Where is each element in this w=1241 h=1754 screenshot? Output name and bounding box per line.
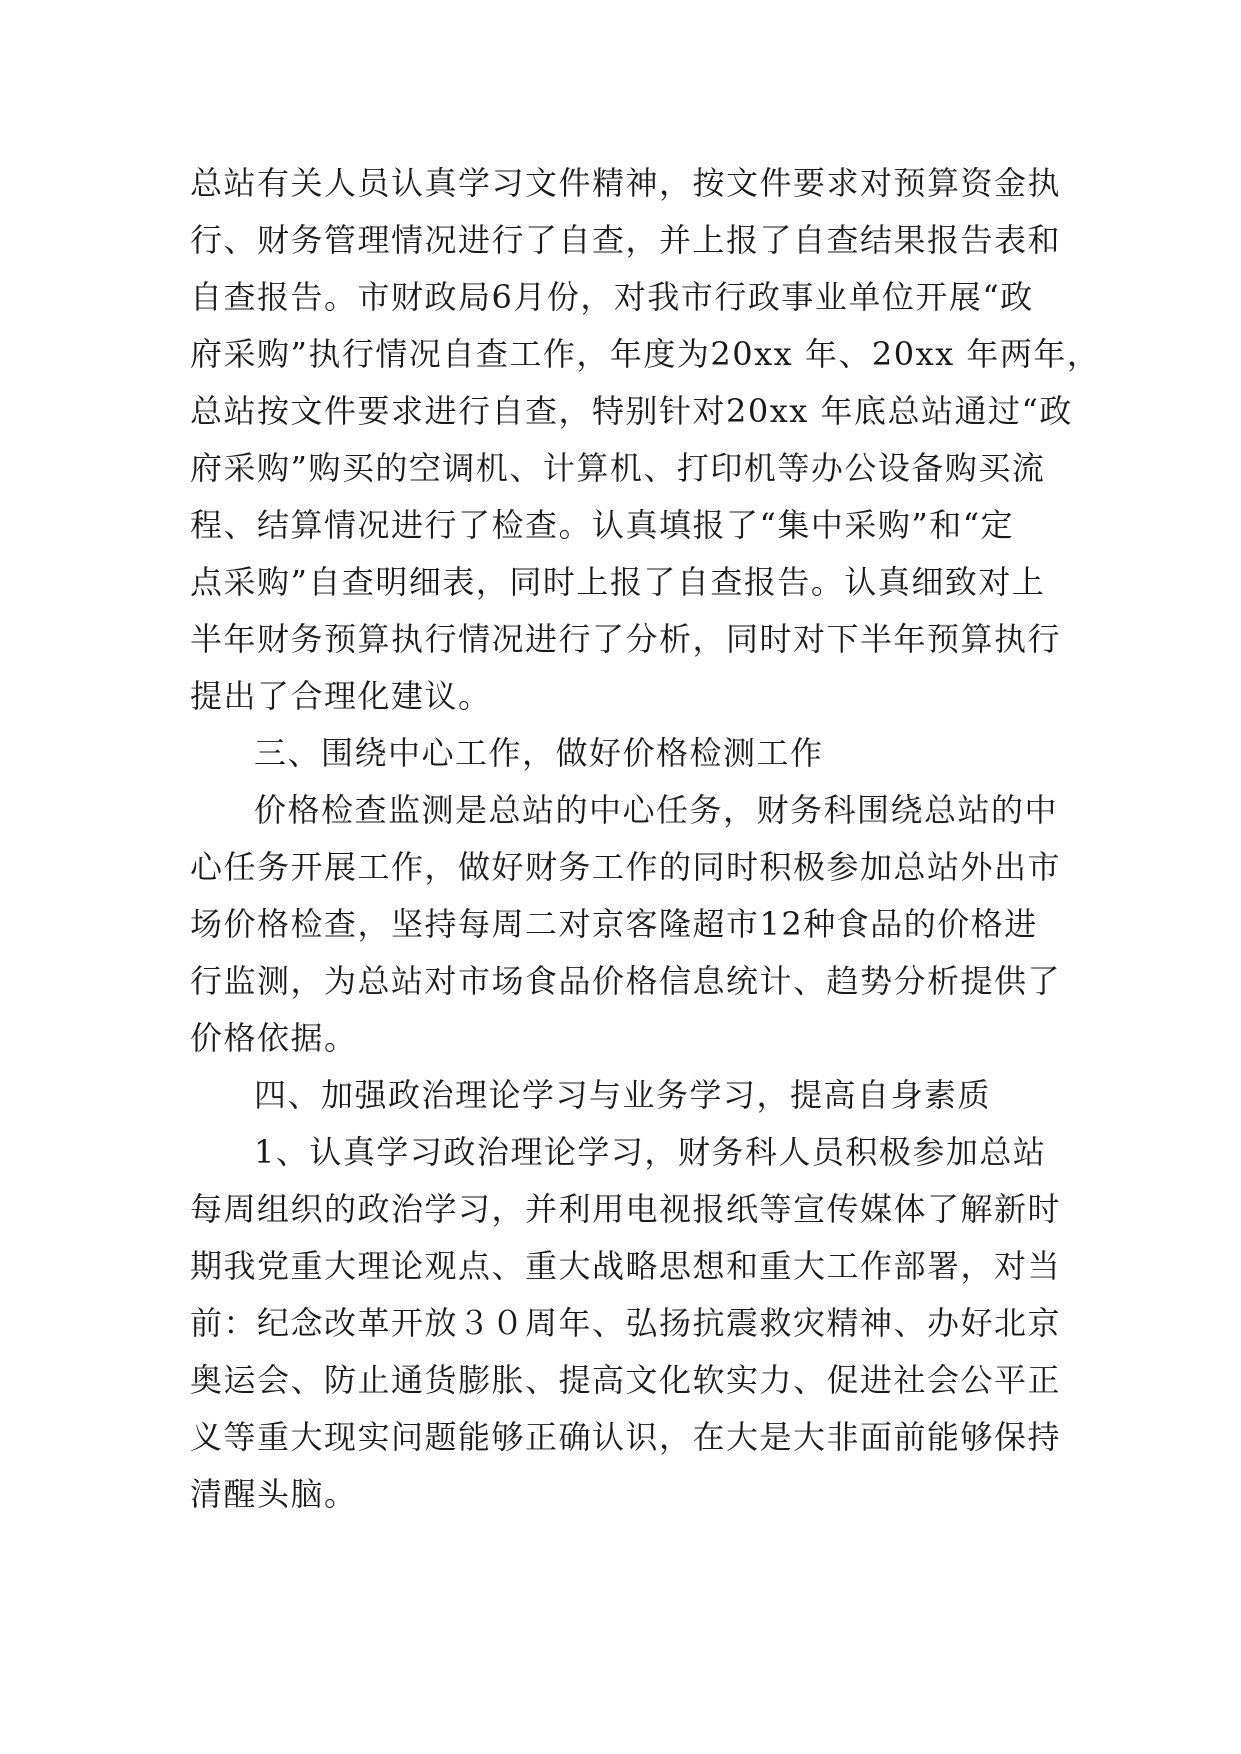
paragraph-line: 清醒头脑。 (190, 1475, 358, 1513)
paragraph-line: 总站按文件要求进行自查，特别针对20xx 年底总站通过“政 (190, 392, 1073, 430)
paragraph-line: 府采购”购买的空调机、计算机、打印机等办公设备购买流 (190, 449, 1046, 487)
paragraph-line: 自查报告。市财政局6月份，对我市行政事业单位开展“政 (190, 278, 1034, 316)
paragraph-line: 提出了合理化建议。 (190, 677, 492, 715)
document-body (190, 155, 1101, 1523)
paragraph-line: 行、财务管理情况进行了自查，并上报了自查结果报告表和 (190, 221, 1062, 259)
paragraph-line: 前：纪念改革开放３０周年、弘扬抗震救灾精神、办好北京 (190, 1304, 1062, 1342)
paragraph-line: 1、认真学习政治理论学习，财务科人员积极参加总站 (254, 1133, 1047, 1171)
paragraph-line: 期我党重大理论观点、重大战略思想和重大工作部署，对当 (190, 1247, 1062, 1285)
paragraph-line: 价格检查监测是总站的中心任务，财务科围绕总站的中 (254, 791, 1059, 829)
paragraph-line: 奥运会、防止通货膨胀、提高文化软实力、促进社会公平正 (190, 1361, 1062, 1399)
paragraph-line: 府采购”执行情况自查工作，年度为20xx 年、20xx 年两年， (190, 335, 1101, 373)
paragraph-line: 点采购”自查明细表，同时上报了自查报告。认真细致对上 (190, 563, 1046, 601)
paragraph-line: 程、结算情况进行了检查。认真填报了“集中采购”和“定 (190, 506, 1015, 544)
section-heading: 四、加强政治理论学习与业务学习，提高自身素质 (254, 1076, 992, 1114)
paragraph-line: 价格依据。 (190, 1019, 358, 1057)
paragraph-line: 义等重大现实问题能够正确认识，在大是大非面前能够保持 (190, 1418, 1062, 1456)
paragraph-line: 半年财务预算执行情况进行了分析，同时对下半年预算执行 (190, 620, 1062, 658)
paragraph-line: 心任务开展工作，做好财务工作的同时积极参加总站外出市 (190, 848, 1062, 886)
section-heading: 三、围绕中心工作，做好价格检测工作 (254, 734, 824, 772)
paragraph-line: 场价格检查，坚持每周二对京客隆超市12种食品的价格进 (190, 905, 1038, 943)
paragraph-line: 行监测，为总站对市场食品价格信息统计、趋势分析提供了 (190, 962, 1062, 1000)
paragraph-line: 每周组织的政治学习，并利用电视报纸等宣传媒体了解新时 (190, 1190, 1062, 1228)
paragraph-line: 总站有关人员认真学习文件精神，按文件要求对预算资金执 (190, 164, 1062, 202)
